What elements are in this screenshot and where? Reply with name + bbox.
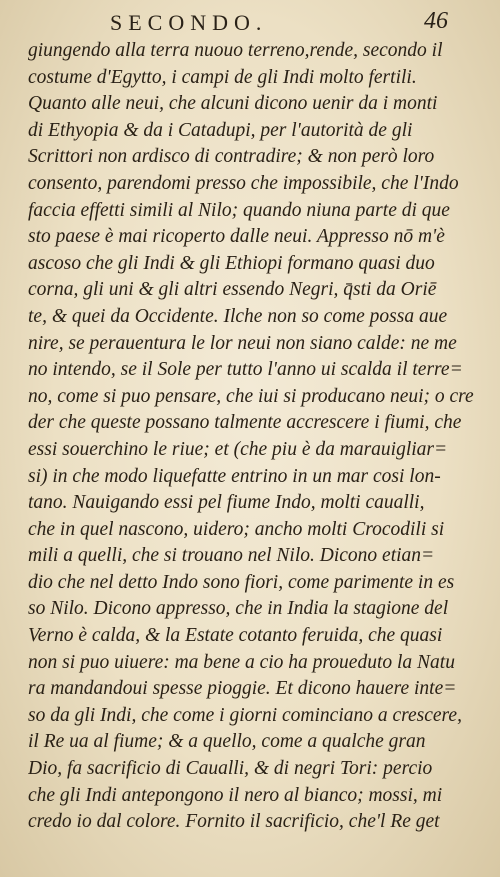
text-line: credo io dal colore. Fornito il sacrificio, che'l Re get [28, 811, 440, 833]
text-line: tano. Nauigando essi pel fiume Indo, molti caualli, [28, 492, 425, 514]
text-line: che gli Indi antepongono il nero al bianco; mossi, mi [28, 784, 443, 806]
text-line: Verno è calda, & la Estate cotanto feruida, che quasi [28, 625, 443, 647]
text-line: so Nilo. Dicono appresso, che in India la stagione del [28, 598, 449, 620]
text-line: consento, parendomi presso che impossibile, che l'Indo [28, 172, 459, 194]
text-line: ra mandandoui spesse pioggie. Et dicono hauere inte= [28, 678, 457, 700]
text-line: Quanto alle neui, che alcuni dicono uenir da i monti [28, 93, 438, 115]
body-text [28, 38, 480, 836]
text-line: Dio, fa sacrificio di Caualli, & di negri Tori: percio [28, 758, 433, 780]
text-line: non si puo uiuere: ma bene a cio ha proueduto la Natu [28, 651, 455, 673]
text-line: der che queste possano talmente accrescere i fiumi, che [28, 412, 462, 434]
text-line: giungendo alla terra nuouo terreno,rende, secondo il [28, 40, 443, 61]
text-line: te, & quei da Occidente. Ilche non so come possa aue [28, 305, 448, 327]
text-line: si) in che modo liquefatte entrino in un mar cosi lon- [28, 465, 441, 487]
text-line: Scrittori non ardisco di contradire; & non però loro [28, 146, 435, 168]
text-line: che in quel nascono, uidero; ancho molti Crocodili si [28, 518, 445, 540]
text-line: mili a quelli, che si trouano nel Nilo. Dicono etian= [28, 545, 435, 567]
text-line: il Re ua al fiume; & a quello, come a qualche gran [28, 731, 426, 753]
text-line: faccia effetti simili al Nilo; quando niuna parte di que [28, 199, 450, 221]
text-line: corna, gli uni & gli altri essendo Negri, q̄sti da Oriē [28, 279, 437, 301]
text-line: nire, se perauentura le lor neui non siano calde: ne me [28, 332, 457, 354]
text-line: costume d'Egytto, i campi de gli Indi molto fertili. [28, 66, 417, 88]
page-header [0, 6, 500, 36]
text-line: ascoso che gli Indi & gli Ethiopi formano quasi duo [28, 252, 435, 274]
text-line: so da gli Indi, che come i giorni cominciano a crescere, [28, 704, 462, 726]
text-line: di Ethyopia & da i Catadupi, per l'autorità de gli [28, 119, 413, 141]
running-head: SECONDO. [110, 10, 268, 35]
page-number: 46 [424, 8, 448, 34]
text-line: no, come si puo pensare, che iui si producano neui; o cre [28, 385, 474, 407]
text-line: dio che nel detto Indo sono fiori, come parimente in es [28, 571, 455, 593]
text-line: essi souerchino le riue; et (che piu è da marauigliar= [28, 438, 448, 460]
text-line: no intendo, se il Sole per tutto l'anno ui scalda il terre= [28, 359, 463, 381]
text-line: sto paese è mai ricoperto dalle neui. Appresso nō m'è [28, 226, 445, 248]
